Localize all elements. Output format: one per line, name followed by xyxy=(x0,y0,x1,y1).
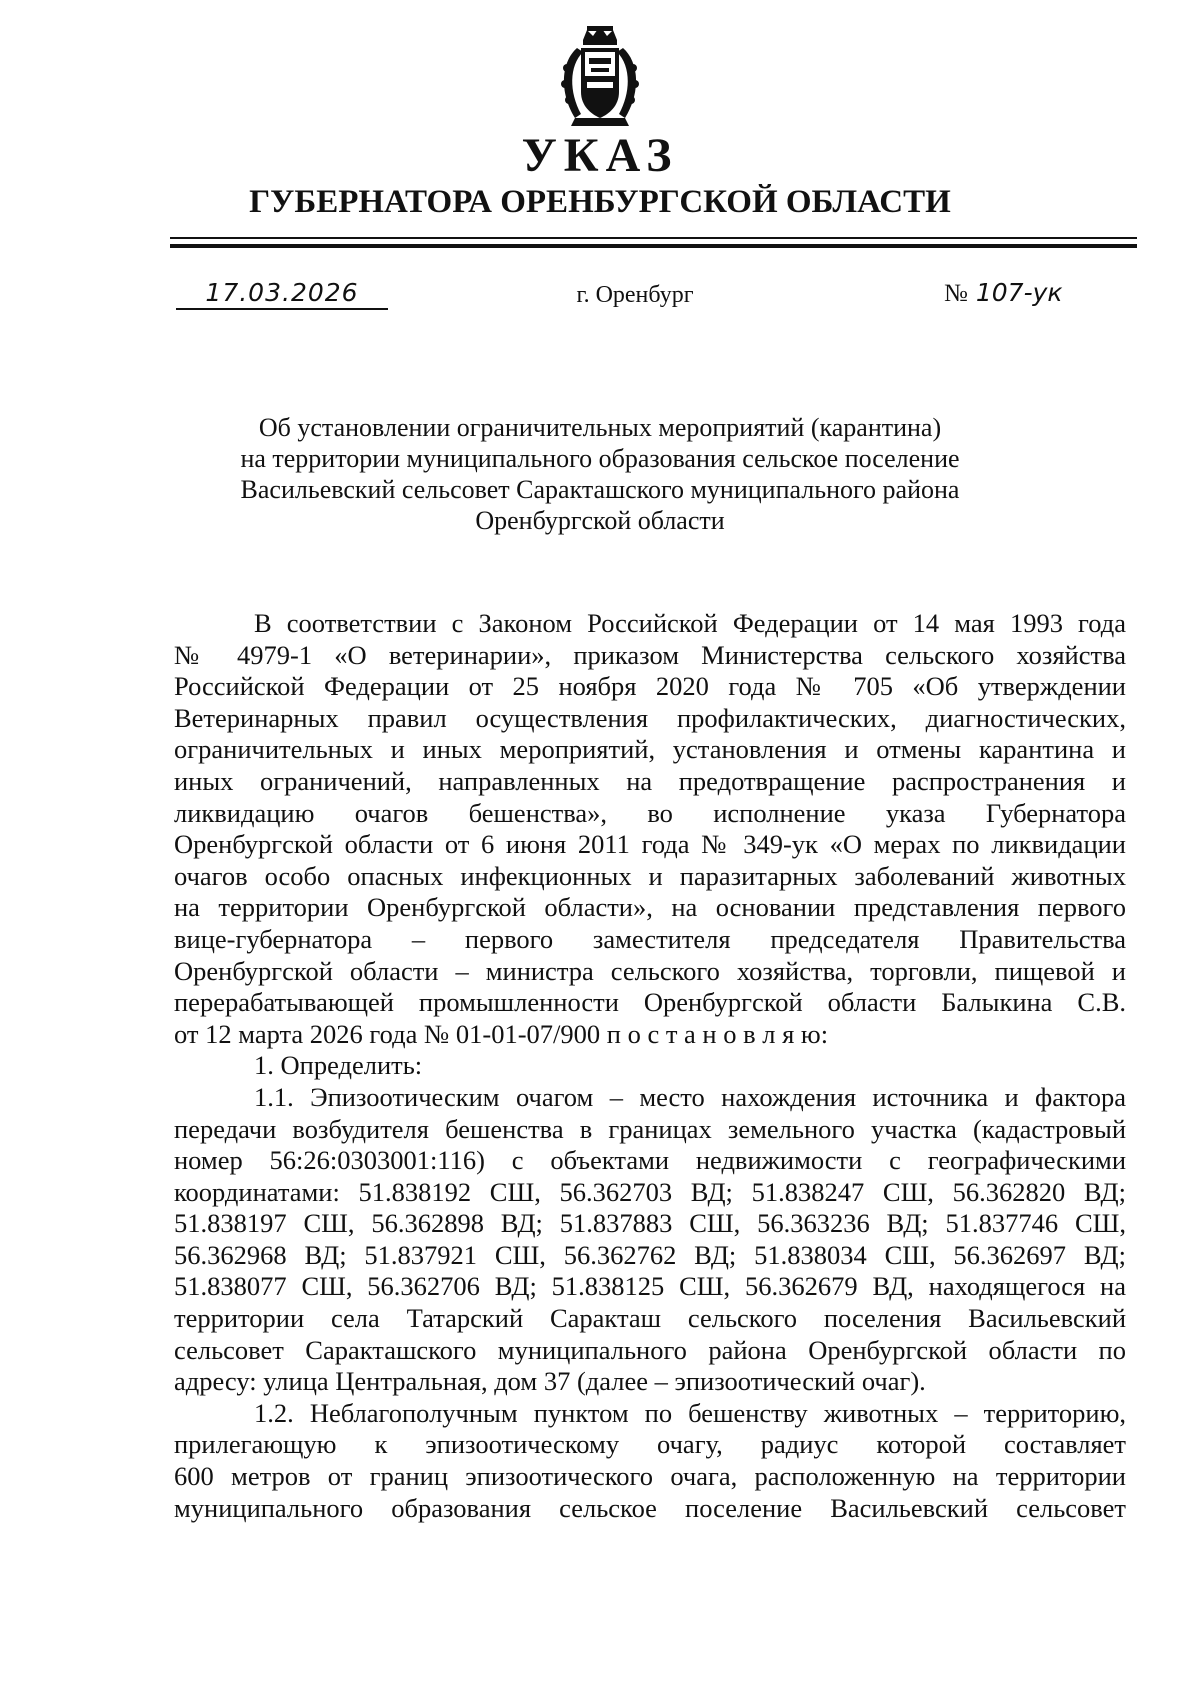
header-divider-thick xyxy=(170,244,1137,248)
document-number xyxy=(944,278,1063,308)
body-line: 51.838077 СШ, 56.362706 ВД; 51.838125 СШ, 56.362679 ВД, находящегося на xyxy=(174,1271,1126,1302)
body-line: иных ограничений, направленных на предотвращение распространения и xyxy=(174,765,1126,796)
coat-of-arms-emblem xyxy=(553,22,647,130)
body-line: 56.362968 ВД; 51.837921 СШ, 56.362762 ВД; 51.838034 СШ, 56.362697 ВД; xyxy=(174,1239,1126,1270)
body-line: прилегающую к эпизоотическому очагу, радиус которой составляет xyxy=(174,1429,1126,1460)
heading-line: Об установлении ограничительных мероприятий (карантина) xyxy=(258,413,942,442)
body-line: координатами: 51.838192 СШ, 56.362703 ВД; 51.838247 СШ, 56.362820 ВД; xyxy=(174,1176,1126,1207)
decree-heading xyxy=(150,412,1050,536)
body-line: В соответствии с Законом Российской Федерации от 14 мая 1993 года xyxy=(254,608,1126,638)
body-line: муниципального образования сельское поселение Васильевский сельсовет xyxy=(174,1492,1126,1523)
body-line: номер 56:26:0303001:116) с объектами недвижимости с географическими xyxy=(174,1145,1126,1176)
body-line: территории села Татарский Саракташ сельского поселения Васильевский xyxy=(174,1303,1126,1334)
number-value: 107-ук xyxy=(975,278,1063,307)
body-line: вице-губернатора – первого заместителя председателя Правительства xyxy=(174,923,1126,954)
body-line: Российской Федерации от 25 ноября 2020 года № 705 «Об утверждении xyxy=(174,671,1126,702)
body-line: 1.1. Эпизоотическим очагом – место нахождения источника и фактора xyxy=(254,1081,1126,1112)
body-line: 600 метров от границ эпизоотического очага, расположенную на территории xyxy=(174,1461,1126,1492)
heading-line: на территории муниципального образования сельское поселение xyxy=(240,444,960,473)
body-line: ликвидацию очагов бешенства», во исполнение указа Губернатора xyxy=(174,797,1126,828)
body-line: 1. Определить: xyxy=(254,1050,423,1081)
header-divider-thin xyxy=(170,237,1137,239)
body-line: передачи возбудителя бешенства в границах земельного участка (кадастровый xyxy=(174,1113,1126,1144)
body-line: Оренбургской области – министра сельского хозяйства, торговли, пищевой и xyxy=(174,955,1126,986)
body-line: Оренбургской области от 6 июня 2011 года № 349-ук «О мерах по ликвидации xyxy=(174,829,1126,860)
body-line: ограничительных и иных мероприятий, установления и отмены карантина и xyxy=(174,734,1126,765)
body-line: на территории Оренбургской области», на основании представления первого xyxy=(174,892,1126,923)
body-line: адресу: улица Центральная, дом 37 (далее – эпизоотический очаг). xyxy=(174,1366,926,1397)
document-title: УКАЗ xyxy=(521,129,679,182)
body-line: Ветеринарных правил осуществления профилактических, диагностических, xyxy=(174,702,1126,733)
decree-body xyxy=(174,608,1126,1524)
body-line: от 12 марта 2026 года № 01-01-07/900 п о с т а н о в л я ю: xyxy=(174,1018,829,1049)
heading-line: Васильевский сельсовет Саракташского муниципального района xyxy=(240,475,960,504)
body-line: очагов особо опасных инфекционных и паразитарных заболеваний животных xyxy=(174,860,1126,891)
body-line: № 4979-1 «О ветеринарии», приказом Министерства сельского хозяйства xyxy=(174,639,1126,670)
body-line: 51.838197 СШ, 56.362898 ВД; 51.837883 СШ, 56.363236 ВД; 51.837746 СШ, xyxy=(174,1208,1126,1239)
body-line: перерабатывающей промышленности Оренбургской области Балыкина С.В. xyxy=(174,987,1126,1018)
document-subtitle: ГУБЕРНАТОРА ОРЕНБУРГСКОЙ ОБЛАСТИ xyxy=(249,184,951,220)
document-date: 17.03.2026 xyxy=(176,278,388,310)
number-label: № xyxy=(944,280,968,307)
body-line: 1.2. Неблагополучным пунктом по бешенству животных – территорию, xyxy=(254,1397,1126,1428)
document-city: г. Оренбург xyxy=(576,282,694,308)
body-line: сельсовет Саракташского муниципального района Оренбургской области по xyxy=(174,1334,1126,1365)
heading-line: Оренбургской области xyxy=(475,506,725,535)
